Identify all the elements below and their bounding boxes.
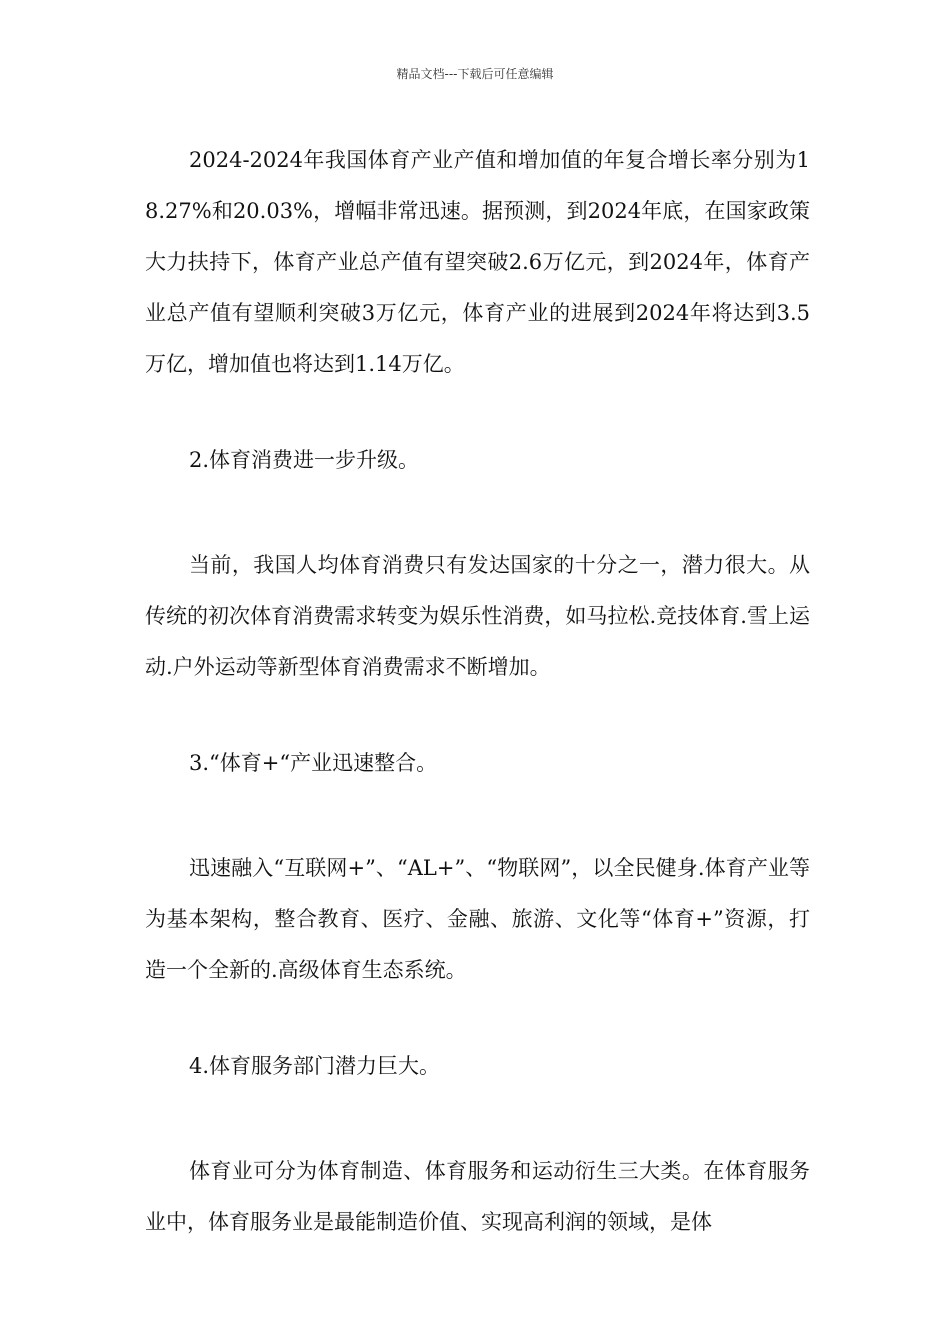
heading-spacer (145, 1092, 810, 1146)
document-body (145, 135, 810, 1248)
running-header: 精品文档---下载后可任意编辑 (396, 67, 554, 81)
section-heading-services: 4.体育服务部门潜力巨大。 (189, 1054, 441, 1078)
section-heading-integration: 3.“体育+“产业迅速整合。 (189, 751, 438, 775)
paragraph-industry-growth: 2024-2024年我国体育产业产值和增加值的年复合增长率分别为18.27%和20.03%，增幅非常迅速。据预测，到2024年底，在国家政策大力扶持下，体育产业总产值有望突破2.6万亿元，到2024年，体育产业总产值有望顺利突破3万亿元，体育产业的进展到2024年将达到3.5万亿，增加值也将达到1.14万亿。 (145, 148, 810, 376)
section-heading-consumption: 2.体育消费进一步升级。 (189, 448, 420, 472)
heading-spacer (145, 486, 810, 540)
heading-spacer (145, 789, 810, 843)
paragraph-spacer (145, 693, 810, 738)
paragraph-services: 体育业可分为体育制造、体育服务和运动衍生三大类。在体育服务业中，体育服务业是最能制造价值、实现高利润的领域，是体 (145, 1159, 810, 1234)
paragraph-spacer (145, 390, 810, 435)
paragraph-spacer (145, 996, 810, 1041)
paragraph-consumption: 当前，我国人均体育消费只有发达国家的十分之一，潜力很大。从传统的初次体育消费需求转变为娱乐性消费，如马拉松.竞技体育.雪上运动.户外运动等新型体育消费需求不断增加。 (145, 553, 810, 679)
paragraph-integration: 迅速融入“互联网+”、“AL+”、“物联网”，以全民健身.体育产业等为基本架构，整合教育、医疗、金融、旅游、文化等“体育+”资源，打造一个全新的.高级体育生态系统。 (145, 856, 810, 982)
